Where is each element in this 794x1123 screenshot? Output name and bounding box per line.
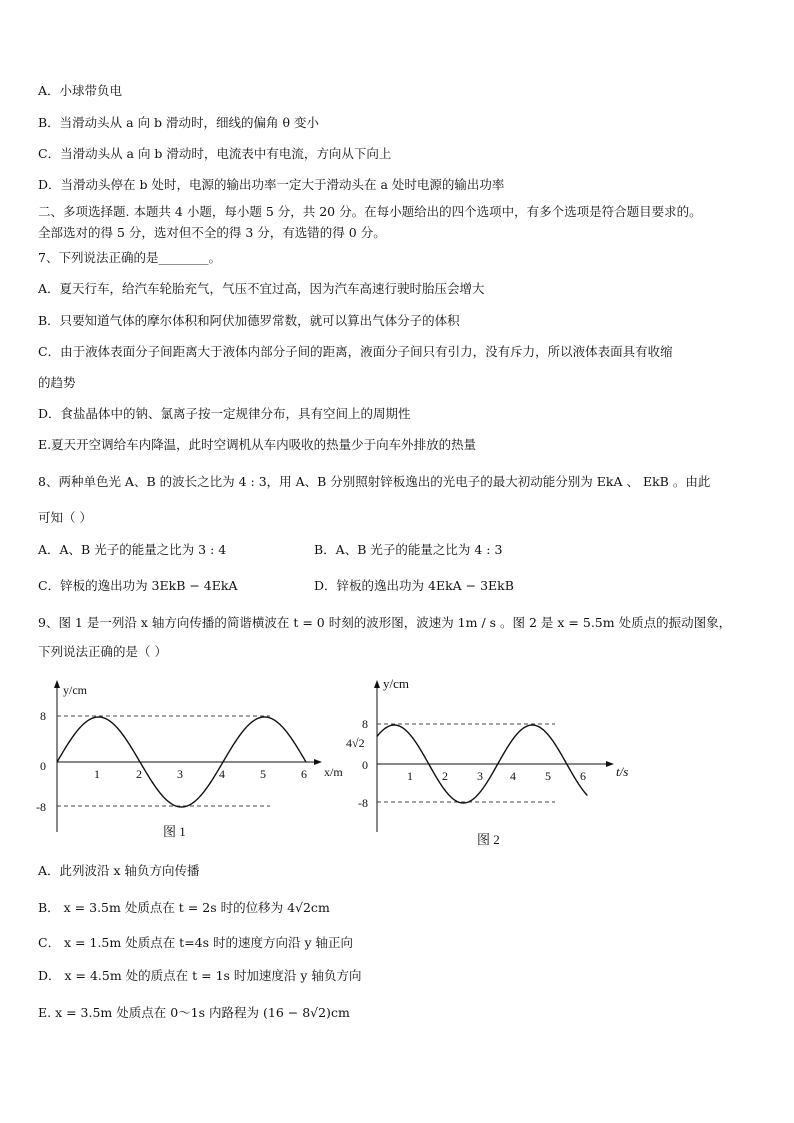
q7-option-d: D．食盐晶体中的钠、氯离子按一定规律分布，具有空间上的周期性	[38, 406, 411, 421]
fig2-x-tick-1: 1	[407, 769, 413, 783]
fig1-x-tick-1: 1	[94, 767, 100, 781]
fig2-y-arrow	[374, 680, 380, 688]
fig2-x-label: t/s	[616, 764, 629, 779]
q7-stem: 7、下列说法正确的是________。	[38, 250, 221, 265]
q7-option-c-line1: C．由于液体表面分子间距离大于液体内部分子间的距离，液面分子间只有引力，没有斥力，所以液体表面具有收缩	[38, 344, 673, 359]
q8-option-c: C．锌板的逸出功为 3EkB − 4EkA	[38, 578, 238, 593]
fig1-y-tick-neg8: -8	[36, 800, 46, 814]
figure-2-vibration-graph	[340, 672, 640, 854]
q6-option-b: B．当滑动头从 a 向 b 滑动时，细线的偏角 θ 变小	[38, 115, 320, 130]
fig1-x-label: x/m	[324, 765, 343, 779]
q9-stem-line1: 9、图 1 是一列沿 x 轴方向传播的简谐横波在 t = 0 时刻的波形图，波速为 1m / s 。图 2 是 x = 5.5m 处质点的振动图象，	[38, 615, 732, 630]
q7-option-b: B．只要知道气体的摩尔体积和阿伏加德罗常数，就可以算出气体分子的体积	[38, 313, 460, 328]
fig2-y-label: y/cm	[383, 676, 409, 691]
fig1-y-label: y/cm	[63, 683, 87, 697]
q9-option-d: D． x = 4.5m 处的质点在 t = 1s 时加速度沿 y 轴负方向	[38, 968, 362, 983]
fig2-caption: 图 2	[477, 832, 500, 847]
fig1-y-tick-8: 8	[40, 709, 46, 723]
fig2-x-arrow	[606, 761, 614, 767]
q9-stem-line2: 下列说法正确的是（ ）	[38, 644, 167, 659]
q8-option-d: D．锌板的逸出功为 4EkA − 3EkB	[314, 578, 514, 593]
q9-option-c: C． x = 1.5m 处质点在 t=4s 时的速度方向沿 y 轴正向	[38, 935, 354, 950]
q8-stem-line2: 可知（ ）	[38, 510, 92, 525]
section-2-line-2: 全部选对的得 5 分，选对但不全的得 3 分，有选错的得 0 分。	[38, 225, 386, 240]
q8-option-b: B．A、B 光子的能量之比为 4 : 3	[314, 542, 503, 557]
fig1-y-arrow	[54, 680, 60, 688]
section-2-line-1: 二、多项选择题. 本题共 4 小题，每小题 5 分，共 20 分。在每小题给出的四个选项中，有多个选项是符合题目要求的。	[38, 204, 702, 219]
q9-option-b: B． x = 3.5m 处质点在 t = 2s 时的位移为 4√2cm	[38, 900, 330, 915]
fig2-y-tick-4root2: 4√2	[346, 736, 365, 750]
fig1-x-tick-3: 3	[177, 767, 183, 781]
q6-option-d: D．当滑动头停在 b 处时，电源的输出功率一定大于滑动头在 a 处时电源的输出功率	[38, 177, 505, 192]
fig2-x-tick-5: 5	[545, 769, 551, 783]
q7-option-e: E.夏天开空调给车内降温，此时空调机从车内吸收的热量少于向车外排放的热量	[38, 437, 477, 452]
q6-option-a: A．小球带负电	[38, 83, 123, 98]
fig1-x-tick-4: 4	[219, 767, 225, 781]
q9-option-a: A．此列波沿 x 轴负方向传播	[38, 863, 200, 878]
q7-option-a: A．夏天行车，给汽车轮胎充气，气压不宜过高，因为汽车高速行驶时胎压会增大	[38, 281, 485, 296]
fig2-y-tick-neg8: -8	[358, 796, 368, 810]
figure-1-wave-graph	[30, 672, 360, 847]
q6-option-c: C．当滑动头从 a 向 b 滑动时，电流表中有电流，方向从下向上	[38, 146, 392, 161]
fig1-origin: 0	[40, 759, 46, 773]
fig2-y-tick-8: 8	[362, 717, 368, 731]
fig2-x-tick-6: 6	[580, 769, 586, 783]
fig1-caption: 图 1	[163, 824, 186, 839]
q8-stem-line1: 8、两种单色光 A、B 的波长之比为 4 : 3，用 A、B 分别照射锌板逸出的光电子的最大初动能分别为 EkA 、 EkB 。由此	[38, 474, 711, 489]
fig2-origin: 0	[362, 758, 368, 772]
fig1-x-arrow	[314, 759, 322, 765]
q9-option-e: E. x = 3.5m 处质点在 0～1s 内路程为 (16 − 8√2)cm	[38, 1005, 350, 1020]
fig2-x-tick-3: 3	[477, 769, 483, 783]
q7-option-c-line2: 的趋势	[38, 375, 76, 390]
fig1-x-tick-5: 5	[260, 767, 266, 781]
fig2-x-tick-2: 2	[442, 769, 448, 783]
q8-option-a: A．A、B 光子的能量之比为 3 : 4	[38, 542, 227, 557]
fig1-x-tick-6: 6	[301, 767, 307, 781]
fig2-x-tick-4: 4	[510, 769, 516, 783]
fig1-x-tick-2: 2	[136, 767, 142, 781]
